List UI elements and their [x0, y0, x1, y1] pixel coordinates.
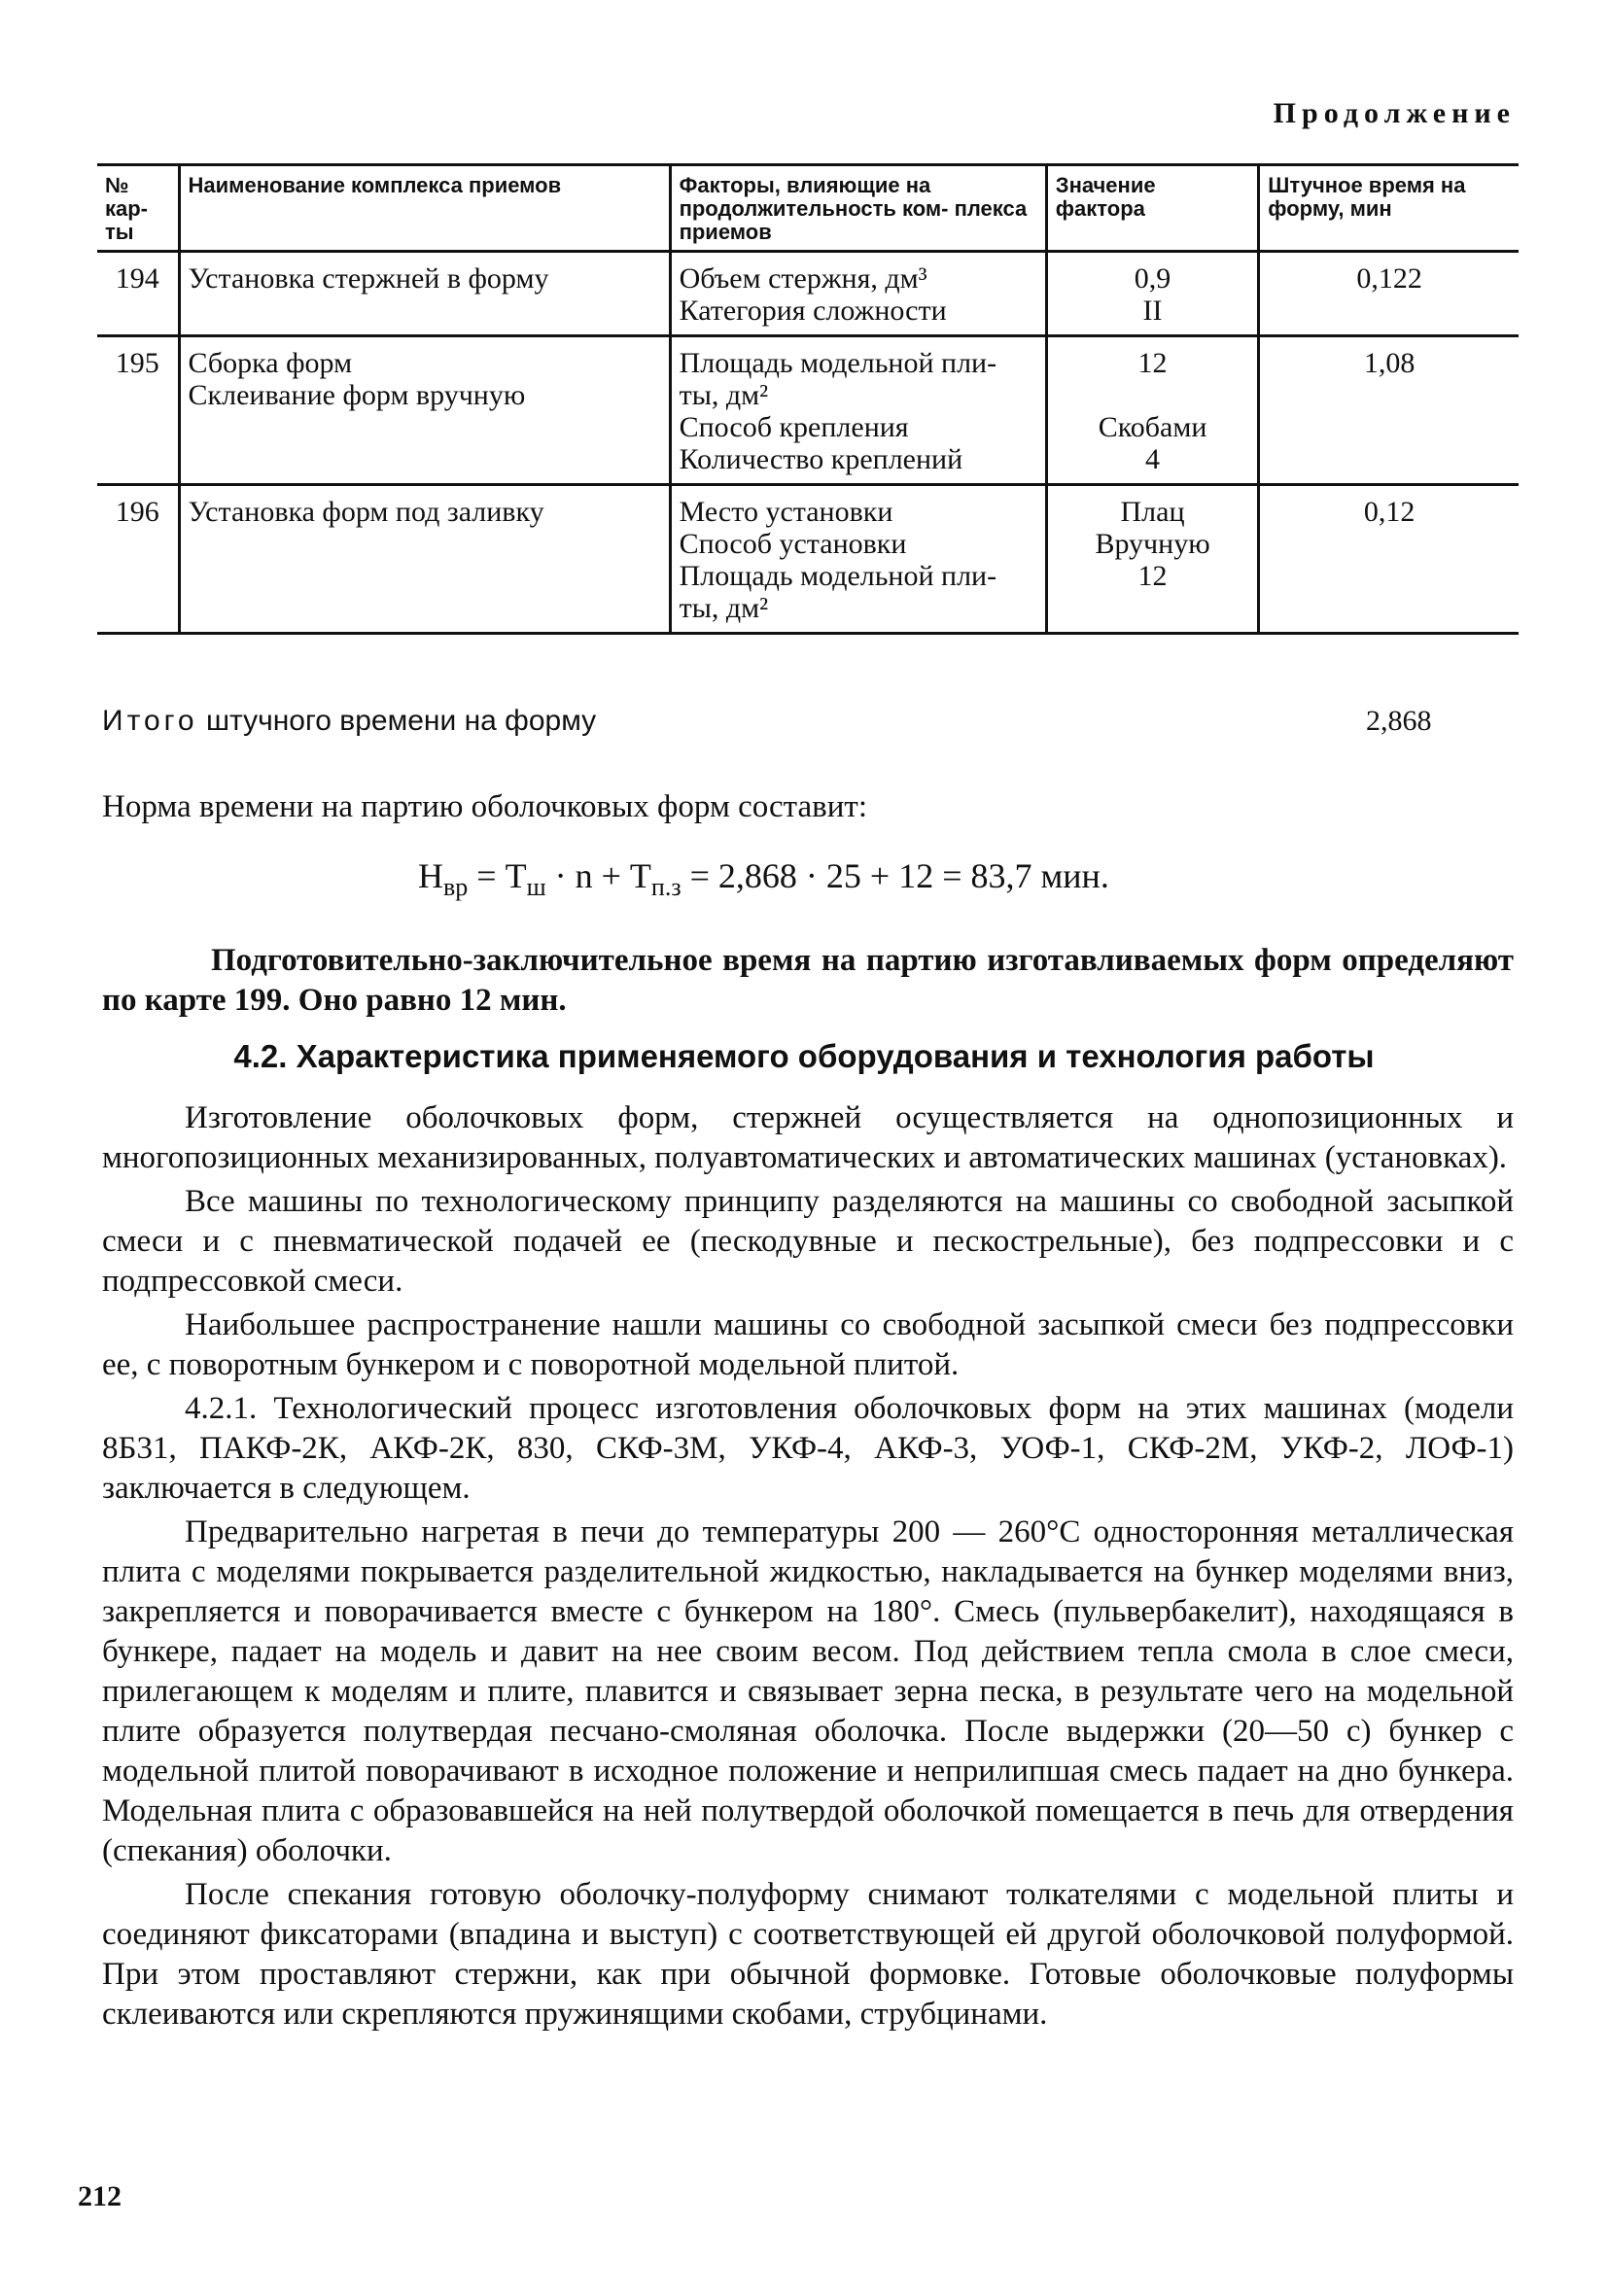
- values-cell: Плац Вручную 12: [1046, 485, 1259, 634]
- paragraph: 4.2.1. Технологический процесс изготовления оболочковых форм на этих машинах (модели 8Б31, ПАКФ-2К, АКФ-2К, 830, СКФ-3М, УКФ-4, АКФ-3, УОФ-1, СКФ-2М, УКФ-2, ЛОФ-1) заключается в следующем.: [102, 1391, 1514, 1506]
- values-cell: 12 Скобами 4: [1046, 336, 1259, 485]
- card-number: 194: [97, 252, 179, 336]
- page-number: 212: [78, 2180, 122, 2212]
- total-label-spaced: Итого: [102, 705, 198, 737]
- table-row: [97, 485, 1519, 634]
- card-number: 195: [97, 336, 179, 485]
- operation-name: Сборка форм Склеивание форм вручную: [179, 336, 670, 485]
- time-norms-table: [97, 163, 1519, 635]
- time-cell: 0,122: [1259, 252, 1519, 336]
- time-cell: 0,12: [1259, 485, 1519, 634]
- time-cell: 1,08: [1259, 336, 1519, 485]
- table-row: [97, 336, 1519, 485]
- prep-time-text: Подготовительно-заключительное время на партию изготавливаемых форм определяют по карте 199. Оно равно 12 мин.: [102, 943, 1514, 1018]
- paragraph: После спекания готовую оболочку-полуформу снимают толкателями с модельной плиты и соединяют фиксаторами (впадина и выступ) с соответствующей ей другой оболочковой полуформой. При этом проставляют стержни, как при обычной формовке. Готовые оболочковые полуформы склеиваются или скрепляются пружинящими скобами, струбцинами.: [102, 1877, 1514, 2032]
- card-number: 196: [97, 485, 179, 634]
- time-norm-formula: $Н_{вр} = Т_ш \cdot n + Т_{п.з} = 2,868 \cdot 25 + 12 = 83,7$ мин.: [418, 856, 1109, 902]
- factors-cell: Место установки Способ установки Площадь модельной пли- ты, дм²: [670, 485, 1046, 634]
- factors-cell: Объем стержня, дм³ Категория сложности: [670, 252, 1046, 336]
- paragraph: Все машины по технологическому принципу разделяются на машины со свободной засыпкой смеси и с пневматической подачей ее (пескодувные и пескострельные), без подпрессовки и с подпрессовкой смеси.: [102, 1184, 1514, 1299]
- section-heading: 4.2. Характеристика применяемого оборудования и технология работы: [233, 1038, 1375, 1074]
- factors-cell: Площадь модельной пли- ты, дм² Способ крепления Количество креплений: [670, 336, 1046, 485]
- total-label: штучного времени на форму: [197, 705, 597, 737]
- table-row: [97, 252, 1519, 336]
- operation-name: Установка стержней в форму: [179, 252, 670, 336]
- paragraph: Предварительно нагретая в печи до температуры 200 — 260°С односторонняя металлическая плита с моделями покрывается разделительной жидкостью, накладывается на бункер моделями вниз, закрепляется и поворачивается вместе с бункером на 180°. Смесь (пульвербакелит), находящаяся в бункере, падает на модель и давит на нее своим весом. Под действием тепла смола в слое смеси, прилегающем к моделям и плите, плавится и связывает зерна песка, в результате чего на модельной плите образуется полутвердая песчано-смоляная оболочка. После выдержки (20—50 с) бункер с модельной плитой поворачивают в исходное положение и неприлипшая смесь падает на дно бункера. Модельная плита с образовавшейся на ней полутвердой оболочкой помещается в печь для отвердения (спекания) оболочки.: [102, 1514, 1514, 1868]
- paragraph: Изготовление оболочковых форм, стержней осуществляется на однопозиционных и многопозиционных механизированных, полуавтоматических и автоматических машинах (установках).: [102, 1100, 1514, 1175]
- table-header-row: [97, 165, 1519, 252]
- header-card-no: № кар- ты: [97, 165, 179, 252]
- values-cell: 0,9 II: [1046, 252, 1259, 336]
- total-value: 2,868: [1366, 705, 1432, 737]
- header-value: Значение фактора: [1046, 165, 1259, 252]
- intro-text: Норма времени на партию оболочковых форм составит:: [102, 789, 867, 824]
- paragraph: Наибольшее распространение нашли машины со свободной засыпкой смеси без подпрессовки ее, с поворотным бункером и с поворотной модельной плитой.: [102, 1307, 1514, 1382]
- header-time: Штучное время на форму, мин: [1259, 165, 1519, 252]
- header-name: Наименование комплекса приемов: [179, 165, 670, 252]
- header-factors: Факторы, влияющие на продолжительность ком- плекса приемов: [670, 165, 1046, 252]
- operation-name: Установка форм под заливку: [179, 485, 670, 634]
- continuation-label: Продолжение: [1273, 97, 1516, 129]
- total-row: [102, 705, 1434, 738]
- body-paragraphs: [102, 1098, 1514, 2038]
